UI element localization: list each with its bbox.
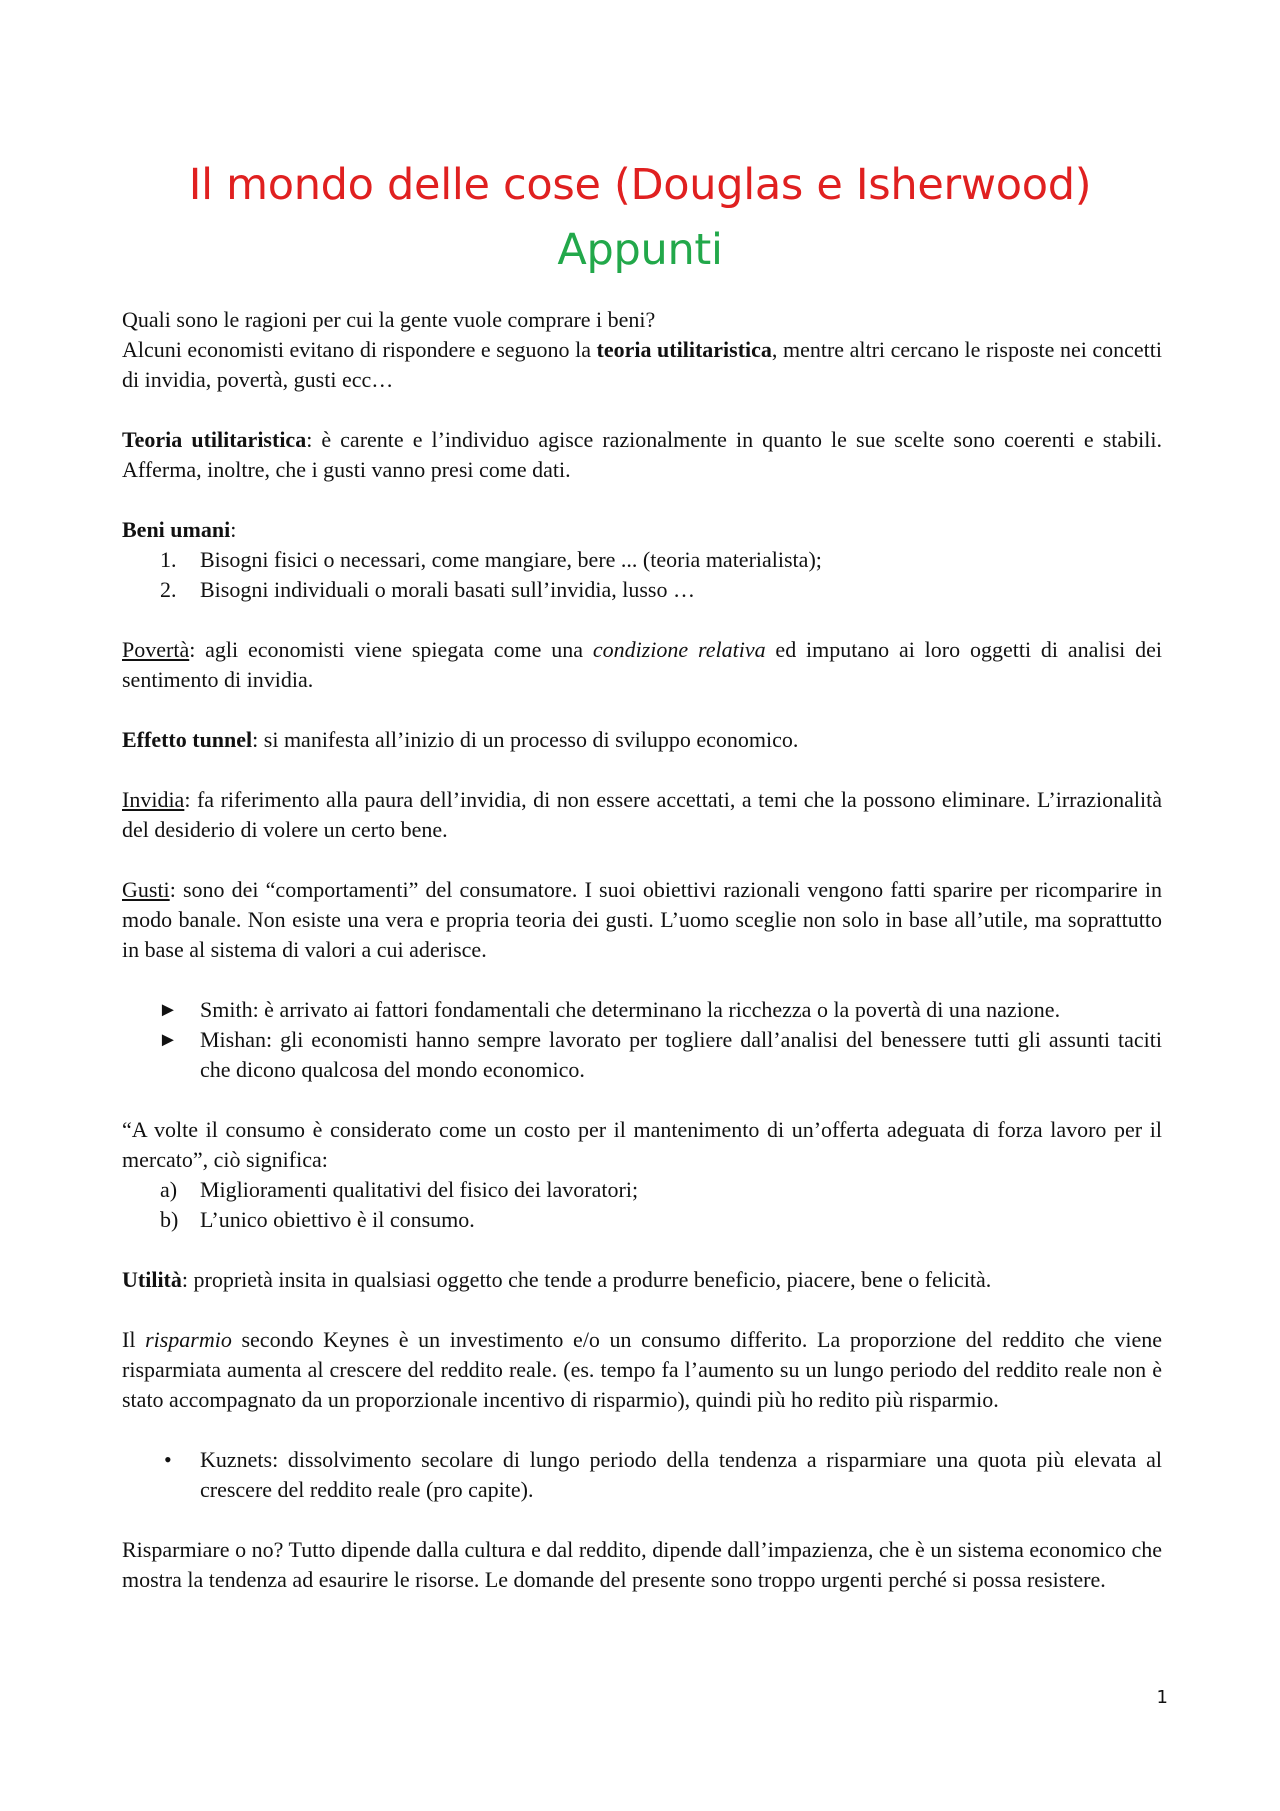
document-body: [122, 305, 1162, 1595]
page-number: 1: [1156, 1687, 1168, 1708]
page-title: Il mondo delle cose (Douglas e Isherwood): [188, 160, 1092, 210]
tunnel-term: Effetto tunnel: [122, 727, 253, 752]
invidia-term: Invidia: [122, 787, 185, 812]
teoria-paragraph: Teoria utilitaristica: è carente e l’individuo agisce razionalmente in quanto le sue scelte sono coerenti e stabili. Afferma, inoltre, che i gusti vanno presi come dati.: [122, 427, 1162, 482]
authors-list: [122, 995, 1162, 1085]
list-item: ► Mishan: gli economisti hanno sempre lavorato per togliere dall’analisi del benessere tutti gli assunti taciti che dicono qualcosa del mondo economico.: [158, 1027, 1162, 1082]
invidia-paragraph: Invidia: fa riferimento alla paura dell’invidia, di non essere accettati, a temi che la possono eliminare. L’irrazionalità del desiderio di volere un certo bene.: [122, 787, 1162, 842]
list-item: 1. Bisogni fisici o necessari, come mangiare, bere ... (teoria materialista);: [160, 547, 822, 572]
list-item: • Kuznets: dissolvimento secolare di lungo periodo della tendenza a risparmiare una quota più elevata al crescere del reddito reale (pro capite).: [164, 1447, 1162, 1502]
list-item: a) Miglioramenti qualitativi del fisico dei lavoratori;: [160, 1177, 639, 1202]
tunnel-paragraph: Effetto tunnel: si manifesta all’inizio di un processo di sviluppo economico.: [122, 727, 799, 752]
bullet-icon: •: [164, 1447, 172, 1472]
utilita-term: Utilità: [122, 1267, 182, 1292]
page-subtitle: Appunti: [557, 225, 723, 275]
beni-list: [122, 545, 1162, 605]
arrow-bullet-icon: ►: [158, 1029, 178, 1051]
risparmio-term: risparmio: [145, 1327, 232, 1352]
list-item: 2. Bisogni individuali o morali basati sull’invidia, lusso …: [160, 577, 695, 602]
teoria-term: Teoria utilitaristica: [122, 427, 307, 452]
consumo-paragraph: “A volte il consumo è considerato come un costo per il mantenimento di un’offerta adeguata di forza lavoro per il mercato”, ciò significa:: [122, 1117, 1162, 1172]
poverta-paragraph: Povertà: agli economisti viene spiegata come una condizione relativa ed imputano ai loro oggetti di analisi dei sentimento di invidia.: [122, 637, 1162, 692]
consumo-list: [122, 1175, 1162, 1235]
gusti-term: Gusti: [122, 877, 170, 902]
gusti-paragraph: Gusti: sono dei “comportamenti” del consumatore. I suoi obiettivi razionali vengono fatti sparire per ricomparire in modo banale. Non esiste una vera e propria teoria dei gusti. L’uomo sceglie non solo in base all’utile, ma soprattutto in base al sistema di valori a cui aderisce.: [122, 877, 1162, 962]
intro-bold-term: teoria utilitaristica: [596, 337, 772, 362]
list-item: b) L’unico obiettivo è il consumo.: [160, 1207, 475, 1232]
beni-heading: Beni umani:: [122, 517, 237, 542]
intro-paragraph: Alcuni economisti evitano di rispondere e seguono la teoria utilitaristica, mentre altri cercano le risposte nei concetti di invidia, povertà, gusti ecc…: [122, 337, 1162, 392]
utilita-paragraph: Utilità: proprietà insita in qualsiasi oggetto che tende a produrre beneficio, piacere, bene o felicità.: [122, 1267, 992, 1292]
intro-question: Quali sono le ragioni per cui la gente vuole comprare i beni?: [122, 307, 656, 332]
conclusione-paragraph: Risparmiare o no? Tutto dipende dalla cultura e dal reddito, dipende dall’impazienza, che è un sistema economico che mostra la tendenza ad esaurire le risorse. Le domande del presente sono troppo urgenti perché si possa resistere.: [122, 1537, 1162, 1592]
risparmio-paragraph: Il risparmio secondo Keynes è un investimento e/o un consumo differito. La proporzione del reddito che viene risparmiata aumenta al crescere del reddito reale. (es. tempo fa l’aumento su un lungo periodo del reddito reale non è stato accompagnato da un proporzionale incentivo di risparmio), quindi più ho redito più risparmio.: [122, 1327, 1162, 1412]
poverta-term: Povertà: [122, 637, 190, 662]
arrow-bullet-icon: ►: [158, 999, 178, 1021]
kuznets-list: [122, 1445, 1162, 1505]
list-item: ► Smith: è arrivato ai fattori fondamentali che determinano la ricchezza o la povertà di una nazione.: [122, 995, 1162, 1025]
